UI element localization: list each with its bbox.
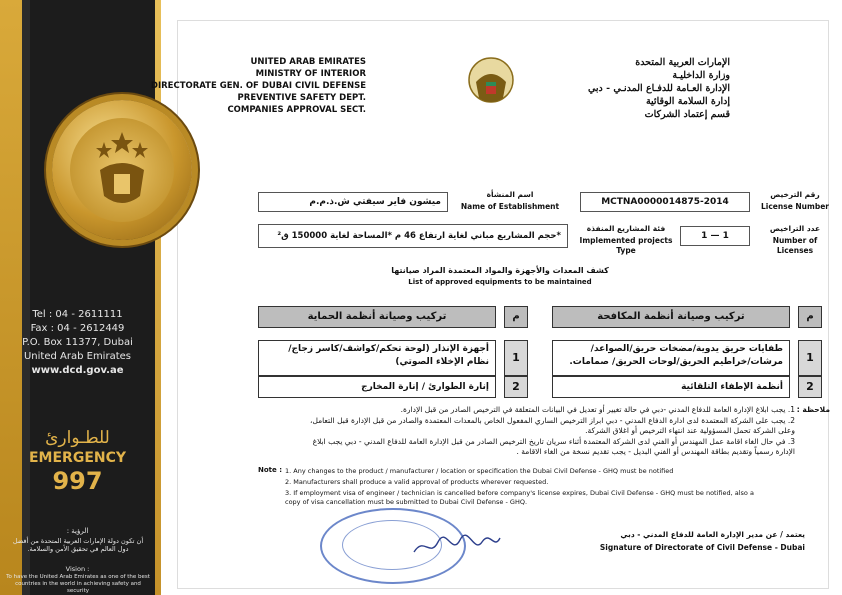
fax-text: Fax : 04 - 2612449: [30, 323, 125, 334]
header-en-line-4: PREVENTIVE SAFETY DEPT.: [237, 93, 366, 103]
license-number-value: MCTNA0000014875-2014: [580, 192, 750, 212]
establishment-label-en: Name of Establishment: [460, 202, 560, 211]
note-ar-2: 2. يجب على الشركة المعتمدة لدى ادارة الدفاع المدني - دبي ابراز الترخيص الساري المفعول الخاص بالمعدات المعتمدة والصادر من قبل الإدارة قبل التعامل، وعلى الشركة تحمل المسؤولية عند انتهاء الترخيص أو اغلاق الشركة.: [310, 416, 795, 435]
list-title-en: List of approved equipments to be maintained: [408, 278, 592, 286]
header-ar-line-2: وزارة الداخليـة: [672, 70, 730, 81]
header-en-line-2: MINISTRY OF INTERIOR: [255, 69, 366, 79]
header-ar-line-4: إدارة السلامة الوقائية: [645, 96, 730, 107]
uae-emblem-icon: [466, 52, 516, 112]
falcon-emblem-icon: [70, 118, 174, 222]
projects-type-label-en: Implemented projects Type: [579, 236, 673, 255]
note-ar-1: 1. يجب ابلاغ الإدارة العامة للدفاع المدني -دبي في حالة تغيير أو تعديل في البيانات المتعلقة في الترخيص الصادر من قبل الإدارة.: [400, 405, 795, 414]
firefighting-row-2-number: 2: [798, 376, 822, 398]
vision-ar-title: الرؤية :: [66, 527, 89, 535]
projects-type-label-ar: فئة المشاريع المنفذة: [586, 224, 666, 233]
note-en-2: 2. Manufacturers shall produce a valid approval of products wherever requested.: [285, 478, 549, 486]
licenses-count-value: 1 — 1: [680, 226, 750, 246]
signature-label-en: Signature of Directorate of Civil Defense - Dubai: [599, 543, 805, 552]
licenses-count-label-en: Number of Licenses: [772, 236, 818, 255]
vision-en-title: Vision :: [65, 565, 90, 573]
po-box-text: P.O. Box 11377, Dubai: [22, 337, 133, 348]
protection-col-m: م: [504, 306, 528, 328]
header-ar-line-5: قسم إعتماد الشركات: [644, 109, 730, 120]
protection-row-2: إنارة الطوارئ / إنارة المخارج: [258, 376, 496, 398]
country-text: United Arab Emirates: [23, 351, 131, 362]
header-en-line-1: UNITED ARAB EMIRATES: [250, 57, 366, 67]
emergency-arabic: للطـوارئ: [45, 428, 110, 448]
signature-label-ar: يعتمد / عن مدير الإدارة العامة للدفاع المدني - دبي: [620, 530, 805, 539]
note-en-3: 3. If employment visa of engineer / technician is cancelled before company's license expires, Dubai Civil Defense - GHQ must be notified, also a copy of visa cancellation must be submitted to Dubai Civil Defense - GHQ.: [285, 489, 754, 506]
header-en-line-3: DIRECTORATE GEN. OF DUBAI CIVIL DEFENSE: [150, 81, 366, 91]
protection-row-1: أجهزة الإنذار (لوحة تحكم/كواشف/كاسر زجاج/ نظام الإخلاء الصوتي): [258, 340, 496, 376]
tel-text: Tel : 04 - 2611111: [32, 309, 123, 320]
firefighting-row-1-number: 1: [798, 340, 822, 376]
dark-stripe: [22, 0, 30, 595]
firefighting-row-1: طفايات حريق يدوية/مضخات حريق/الصواعد/ مرشات/خراطيم الحريق/لوحات الحريق/ صمامات.: [552, 340, 790, 376]
protection-row-1-number: 1: [504, 340, 528, 376]
firefighting-col-m: م: [798, 306, 822, 328]
emergency-number: 997: [52, 467, 103, 495]
license-number-label-en: License Number: [761, 202, 829, 211]
emergency-label: EMERGENCY: [28, 450, 127, 466]
establishment-value: ميشون فاير سيفتي ش.ذ.م.م: [258, 192, 448, 212]
emblem-medal-inner: [70, 118, 174, 222]
header-en-line-5: COMPANIES APPROVAL SECT.: [227, 105, 366, 115]
firefighting-row-2: أنظمة الإطفاء التلقائية: [552, 376, 790, 398]
protection-header: تركيب وصيانة أنظمة الحماية: [258, 306, 496, 328]
protection-row-2-number: 2: [504, 376, 528, 398]
establishment-label-ar: اسم المنشأة: [486, 190, 534, 199]
gold-band: [0, 0, 22, 595]
list-title-ar: كشف المعدات والأجهزة والمواد المعتمدة المراد صيانتها: [391, 266, 609, 275]
note-en-1: 1. Any changes to the product / manufacturer / location or specification the Dubai Civil Defense - GHQ must be notified: [285, 467, 674, 475]
projects-type-value: *حجم المشاريع مباني لغاية ارتفاع 46 م *المساحة لغاية 150000 ق²: [258, 224, 568, 248]
firefighting-header: تركيب وصيانة أنظمة المكافحة: [552, 306, 790, 328]
license-number-label-ar: رقم الترخيص: [770, 190, 820, 199]
licenses-count-label-ar: عدد التراخيص: [769, 224, 821, 233]
vision-en-text: To have the United Arab Emirates as one of the best countries in the world in achieving safety and security: [6, 574, 150, 594]
note-ar-3: 3. في حال الغاء اقامة عمل المهندس أو الفني لدى الشركة المعتمدة أثناء سريان تاريخ الترخيص الصادر من قبل الإدارة العامة للدفاع المدني - دبي يجب ابلاغ الإدارة رسمياً وتقديم بطاقة المهندس أو الفني البديل - يجب تقديم نسخة من الغاء الاقامة .: [312, 437, 795, 456]
header-ar-line-1: الإمارات العربية المتحدة: [635, 57, 730, 68]
signature-mark: [412, 532, 502, 560]
notes-ar-label: ملاحظة :: [796, 405, 830, 414]
notes-en-label: Note :: [258, 466, 282, 474]
website-text: www.dcd.gov.ae: [31, 365, 124, 376]
vision-ar-text: أن تكون دولة الإمارات العربية المتحدة من أفضل دول العالم في تحقيق الأمن والسلامة.: [12, 537, 144, 553]
header-ar-line-3: الإدارة العـامة للدفـاع المدنـي - دبي: [587, 83, 730, 94]
